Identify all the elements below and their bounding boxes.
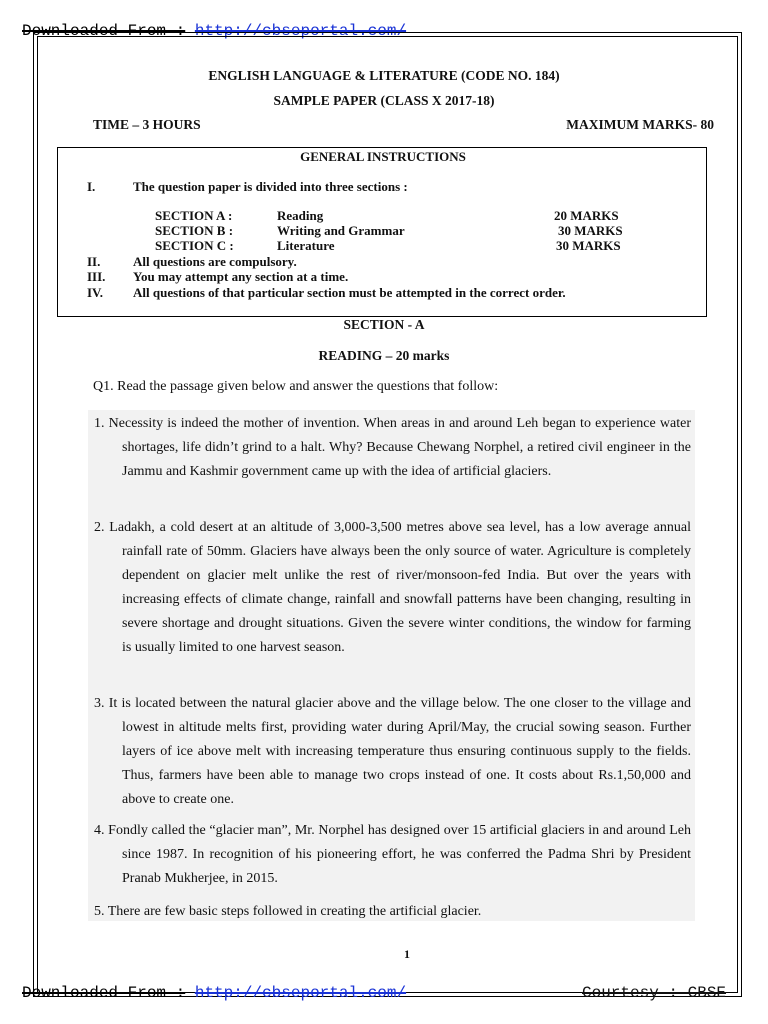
section-marks: 30 MARKS <box>556 238 621 253</box>
time-label: TIME – 3 HOURS <box>93 117 201 132</box>
section-topic: Reading <box>277 208 324 223</box>
instruction-text: All questions are compulsory. <box>133 254 297 269</box>
max-marks-label: MAXIMUM MARKS- 80 <box>566 117 714 132</box>
instruction-num: IV. <box>87 285 104 300</box>
watermark-prefix: Downloaded From : <box>22 22 186 40</box>
section-marks: 20 MARKS <box>554 208 619 223</box>
passage-paragraph: 5. There are few basic steps followed in creating the artificial glacier. <box>94 904 482 919</box>
section-name: SECTION A : <box>155 208 233 223</box>
section-marks: 30 MARKS <box>558 223 623 238</box>
reading-passage <box>88 410 695 921</box>
section-title: SECTION - A <box>343 317 425 332</box>
instruction-text: All questions of that particular section must be attempted in the correct order. <box>133 285 566 300</box>
page-number: 1 <box>404 947 410 961</box>
question-prompt: Q1. Read the passage given below and answer the questions that follow: <box>93 379 499 394</box>
section-subtitle: READING – 20 marks <box>318 348 450 363</box>
instruction-num: III. <box>87 269 106 284</box>
instructions-title: GENERAL INSTRUCTIONS <box>300 149 466 164</box>
instruction-text: The question paper is divided into three sections : <box>133 179 408 194</box>
instruction-text: You may attempt any section at a time. <box>133 269 349 284</box>
section-name: SECTION B : <box>155 223 234 238</box>
watermark-url-link[interactable]: http://cbseportal.com/ <box>194 984 407 1002</box>
passage-paragraph: 1. Necessity is indeed the mother of invention. When areas in and around Leh began to experience water shortages, life didn’t grind to a halt. Why? Because Chewang Norphel, a retired civil engineer in the Jammu and Kashmir government came up with the idea of artificial glaciers. <box>94 416 691 479</box>
general-instructions-box <box>57 147 707 317</box>
section-topic: Writing and Grammar <box>277 223 405 238</box>
section-name: SECTION C : <box>155 238 234 253</box>
watermark-prefix: Downloaded From : <box>22 984 186 1002</box>
section-topic: Literature <box>277 238 335 253</box>
paper-subtitle: SAMPLE PAPER (CLASS X 2017-18) <box>273 93 495 108</box>
instruction-num: I. <box>87 179 96 194</box>
courtesy-watermark: Courtesy : CBSE <box>582 984 727 1002</box>
watermark-url-link[interactable]: http://cbseportal.com/ <box>194 22 407 40</box>
passage-paragraph: 2. Ladakh, a cold desert at an altitude of 3,000-3,500 metres above sea level, has a low average annual rainfall rate of 50mm. Glaciers have always been the only source of water. Agriculture is completely dependent on glacier melt unlike the rest of river/monsoon-fed India. But over the years with increasing effects of climate change, rainfall and snowfall patterns have been changing, resulting in severe shortage and drought situations. Given the severe winter conditions, the window for farming is usually limited to one harvest season. <box>94 520 691 655</box>
instruction-num: II. <box>87 254 101 269</box>
passage-paragraph: 3. It is located between the natural glacier above and the village below. The one closer to the village and lowest in altitude melts first, providing water during April/May, the crucial sowing season. Further layers of ice above melt with increasing temperature thus ensuring continuous supply to the fields. Thus, farmers have been able to manage two crops instead of one. It costs about Rs.1,50,000 and above to create one. <box>94 696 691 807</box>
download-watermark-bottom <box>22 984 406 1002</box>
passage-paragraph: 4. Fondly called the “glacier man”, Mr. Norphel has designed over 15 artificial glaciers in and around Leh since 1987. In recognition of his pioneering effort, he was conferred the Padma Shri by President Pranab Mukherjee, in 2015. <box>94 823 691 886</box>
paper-title: ENGLISH LANGUAGE & LITERATURE (CODE NO. 184) <box>208 68 560 83</box>
